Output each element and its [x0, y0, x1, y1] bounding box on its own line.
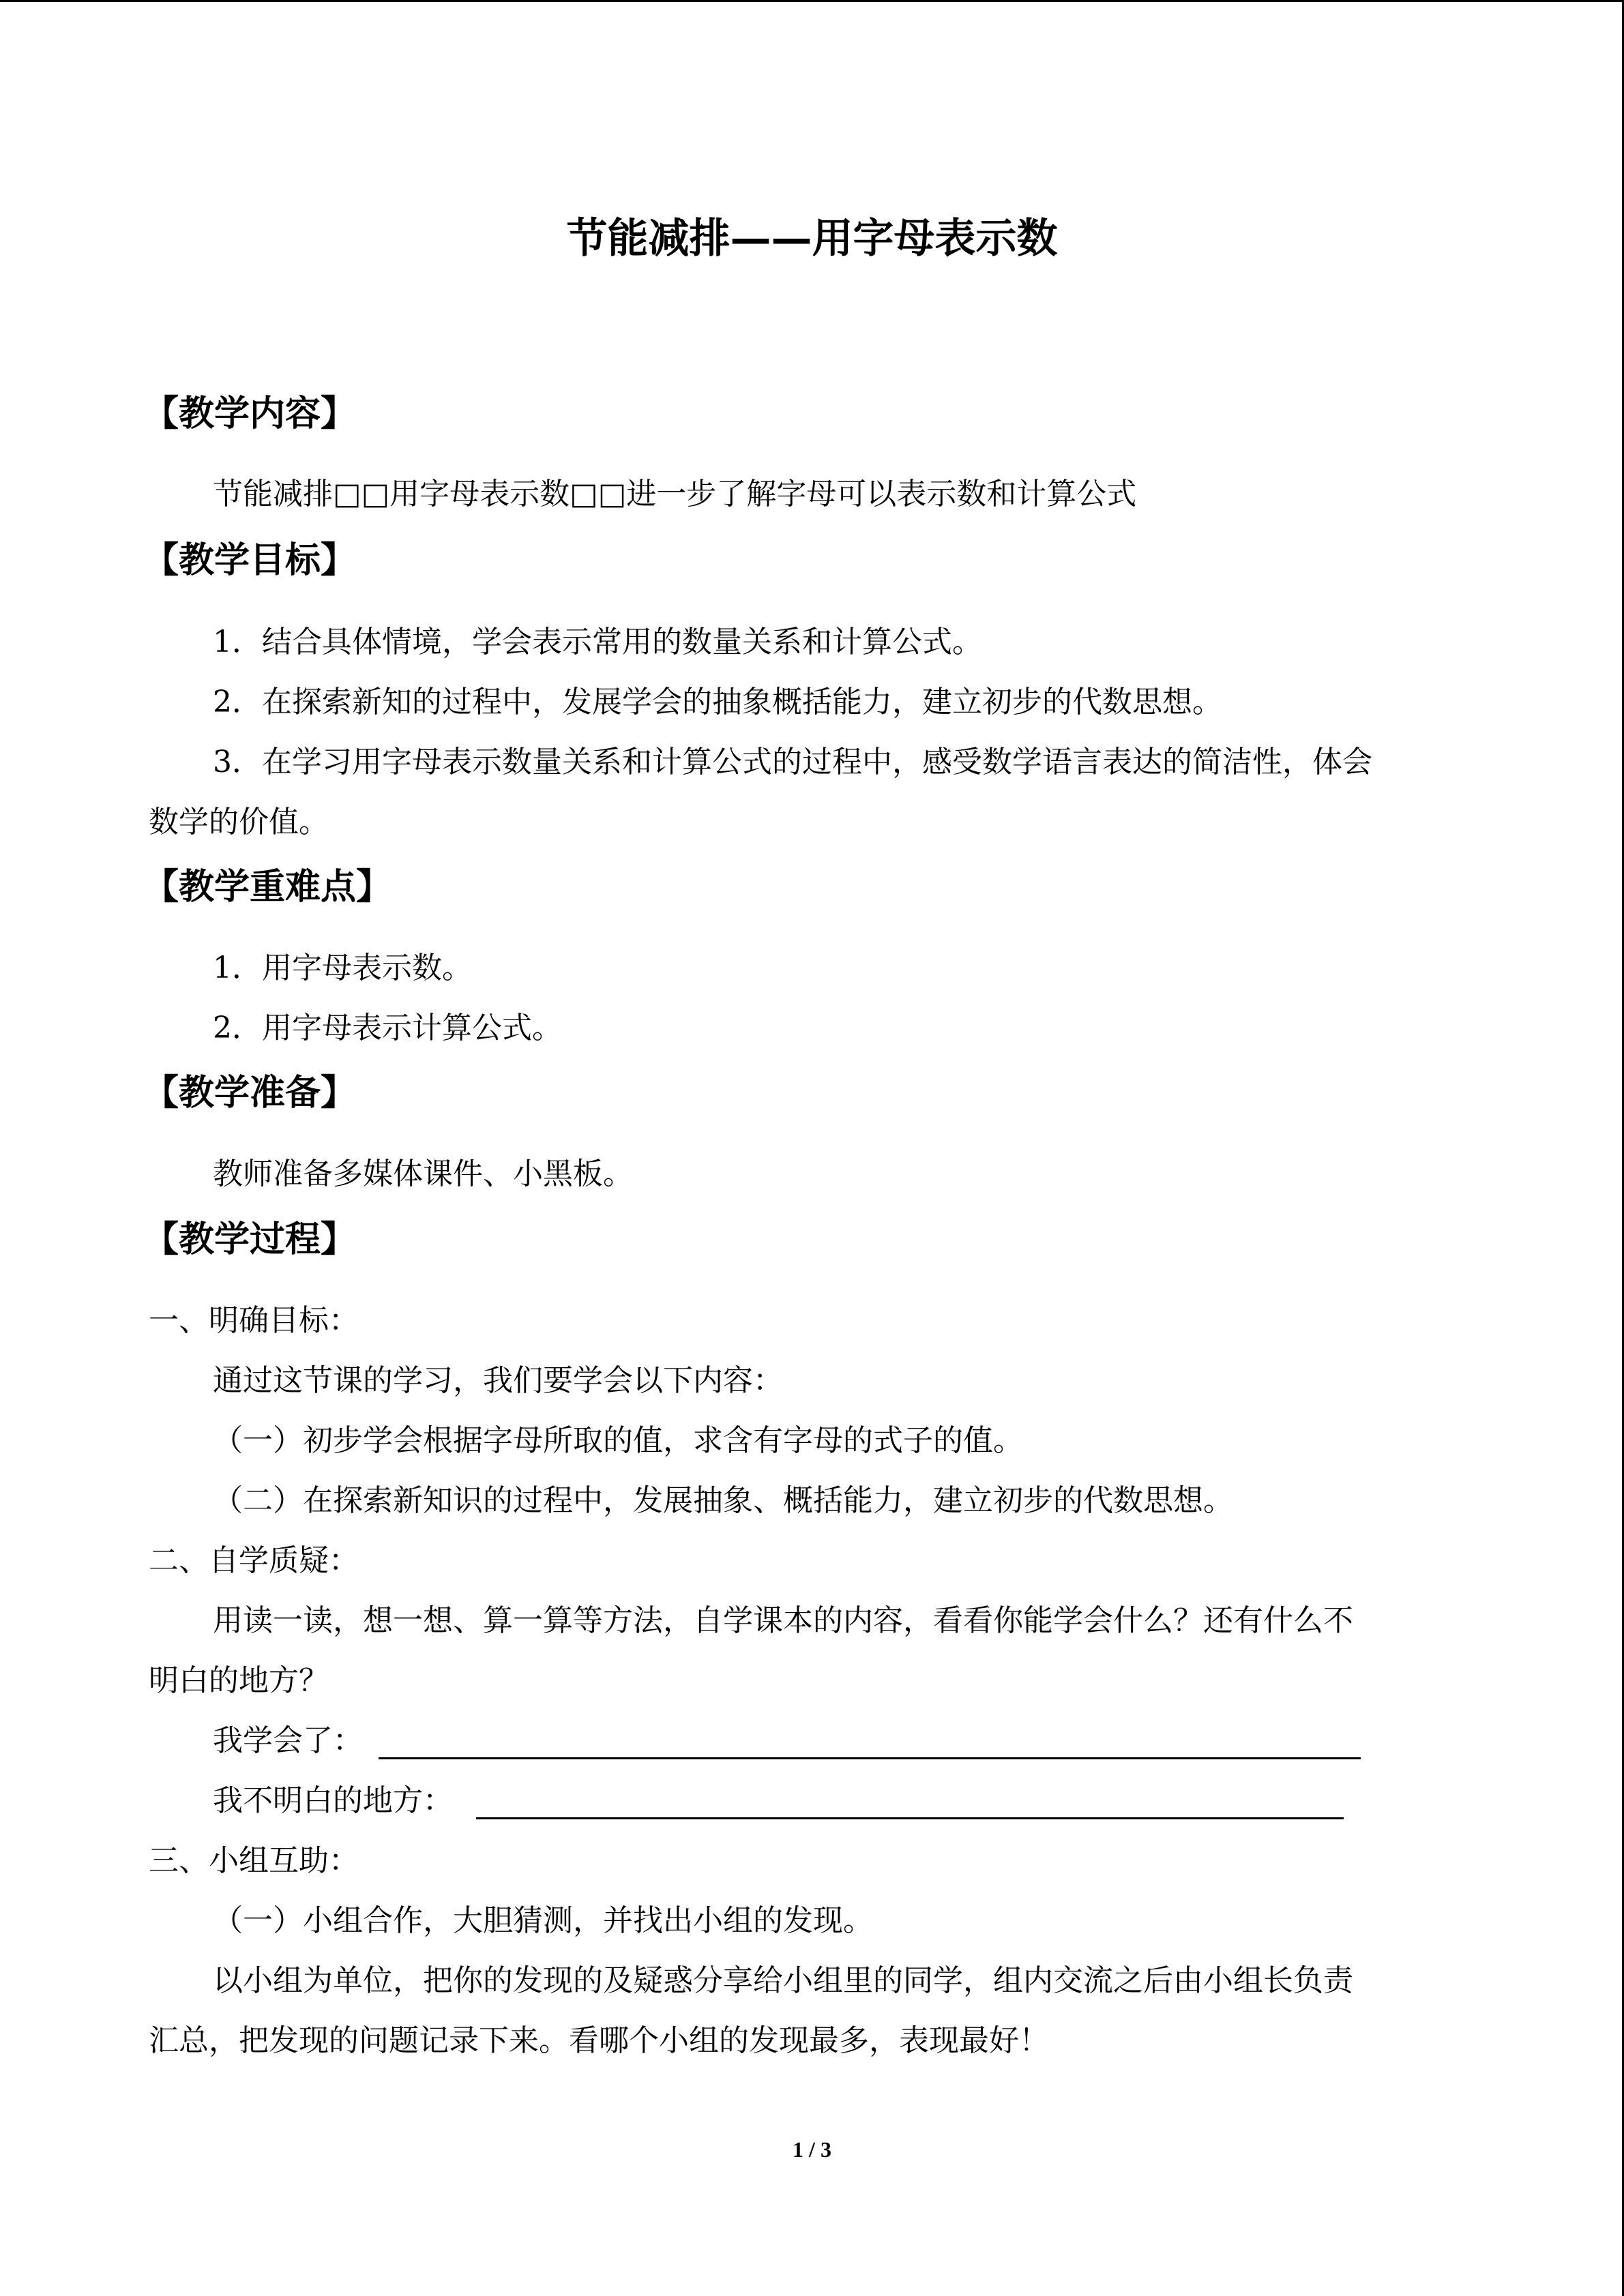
heading-content: 【教学内容】	[143, 393, 357, 434]
process-line: （二）在探索新知识的过程中，发展抽象、概括能力，建立初步的代数思想。	[213, 1483, 1233, 1518]
learned-blank-line[interactable]	[379, 1757, 1361, 1759]
goal-item-3-cont: 数学的价值。	[149, 805, 329, 839]
page-border-top	[0, 0, 1624, 2]
unclear-blank-line[interactable]	[476, 1817, 1344, 1819]
goal-item-1: 1．结合具体情境，学会表示常用的数量关系和计算公式。	[213, 625, 982, 659]
process-step-3-title: 三、小组互助：	[149, 1843, 359, 1878]
page-number: 1 / 3	[793, 2137, 831, 2162]
unclear-label: 我不明白的地方：	[213, 1783, 453, 1818]
goal-item-3: 3．在学习用字母表示数量关系和计算公式的过程中，感受数学语言表达的简洁性，体会	[213, 745, 1372, 779]
process-step-2-title: 二、自学质疑：	[149, 1543, 359, 1578]
heading-process: 【教学过程】	[143, 1219, 357, 1260]
heading-keypoints: 【教学重难点】	[143, 867, 392, 908]
process-line: 明白的地方？	[149, 1663, 329, 1698]
process-line: 用读一读，想一想、算一算等方法，自学课本的内容，看看你能学会什么？还有什么不	[213, 1603, 1353, 1638]
content-text: 节能减排□□用字母表示数□□进一步了解字母可以表示数和计算公式	[213, 477, 1137, 511]
keypoint-item-2: 2．用字母表示计算公式。	[213, 1011, 562, 1045]
goal-item-2: 2．在探索新知的过程中，发展学会的抽象概括能力，建立初步的代数思想。	[213, 685, 1222, 719]
process-step-1-title: 一、明确目标：	[149, 1303, 359, 1338]
process-line: （一）小组合作，大胆猜测，并找出小组的发现。	[213, 1903, 873, 1938]
preparation-text: 教师准备多媒体课件、小黑板。	[213, 1157, 633, 1191]
heading-preparation: 【教学准备】	[143, 1073, 357, 1114]
heading-goals: 【教学目标】	[143, 540, 357, 581]
keypoint-item-1: 1．用字母表示数。	[213, 951, 472, 985]
document-title: 节能减排——用字母表示数	[566, 215, 1058, 263]
learned-label: 我学会了：	[213, 1723, 363, 1758]
process-line: （一）初步学会根据字母所取的值，求含有字母的式子的值。	[213, 1423, 1023, 1458]
process-line: 以小组为单位，把你的发现的及疑惑分享给小组里的同学，组内交流之后由小组长负责	[213, 1963, 1353, 1998]
process-line: 汇总，把发现的问题记录下来。看哪个小组的发现最多，表现最好！	[149, 2023, 1049, 2058]
process-line: 通过这节课的学习，我们要学会以下内容：	[213, 1363, 783, 1398]
